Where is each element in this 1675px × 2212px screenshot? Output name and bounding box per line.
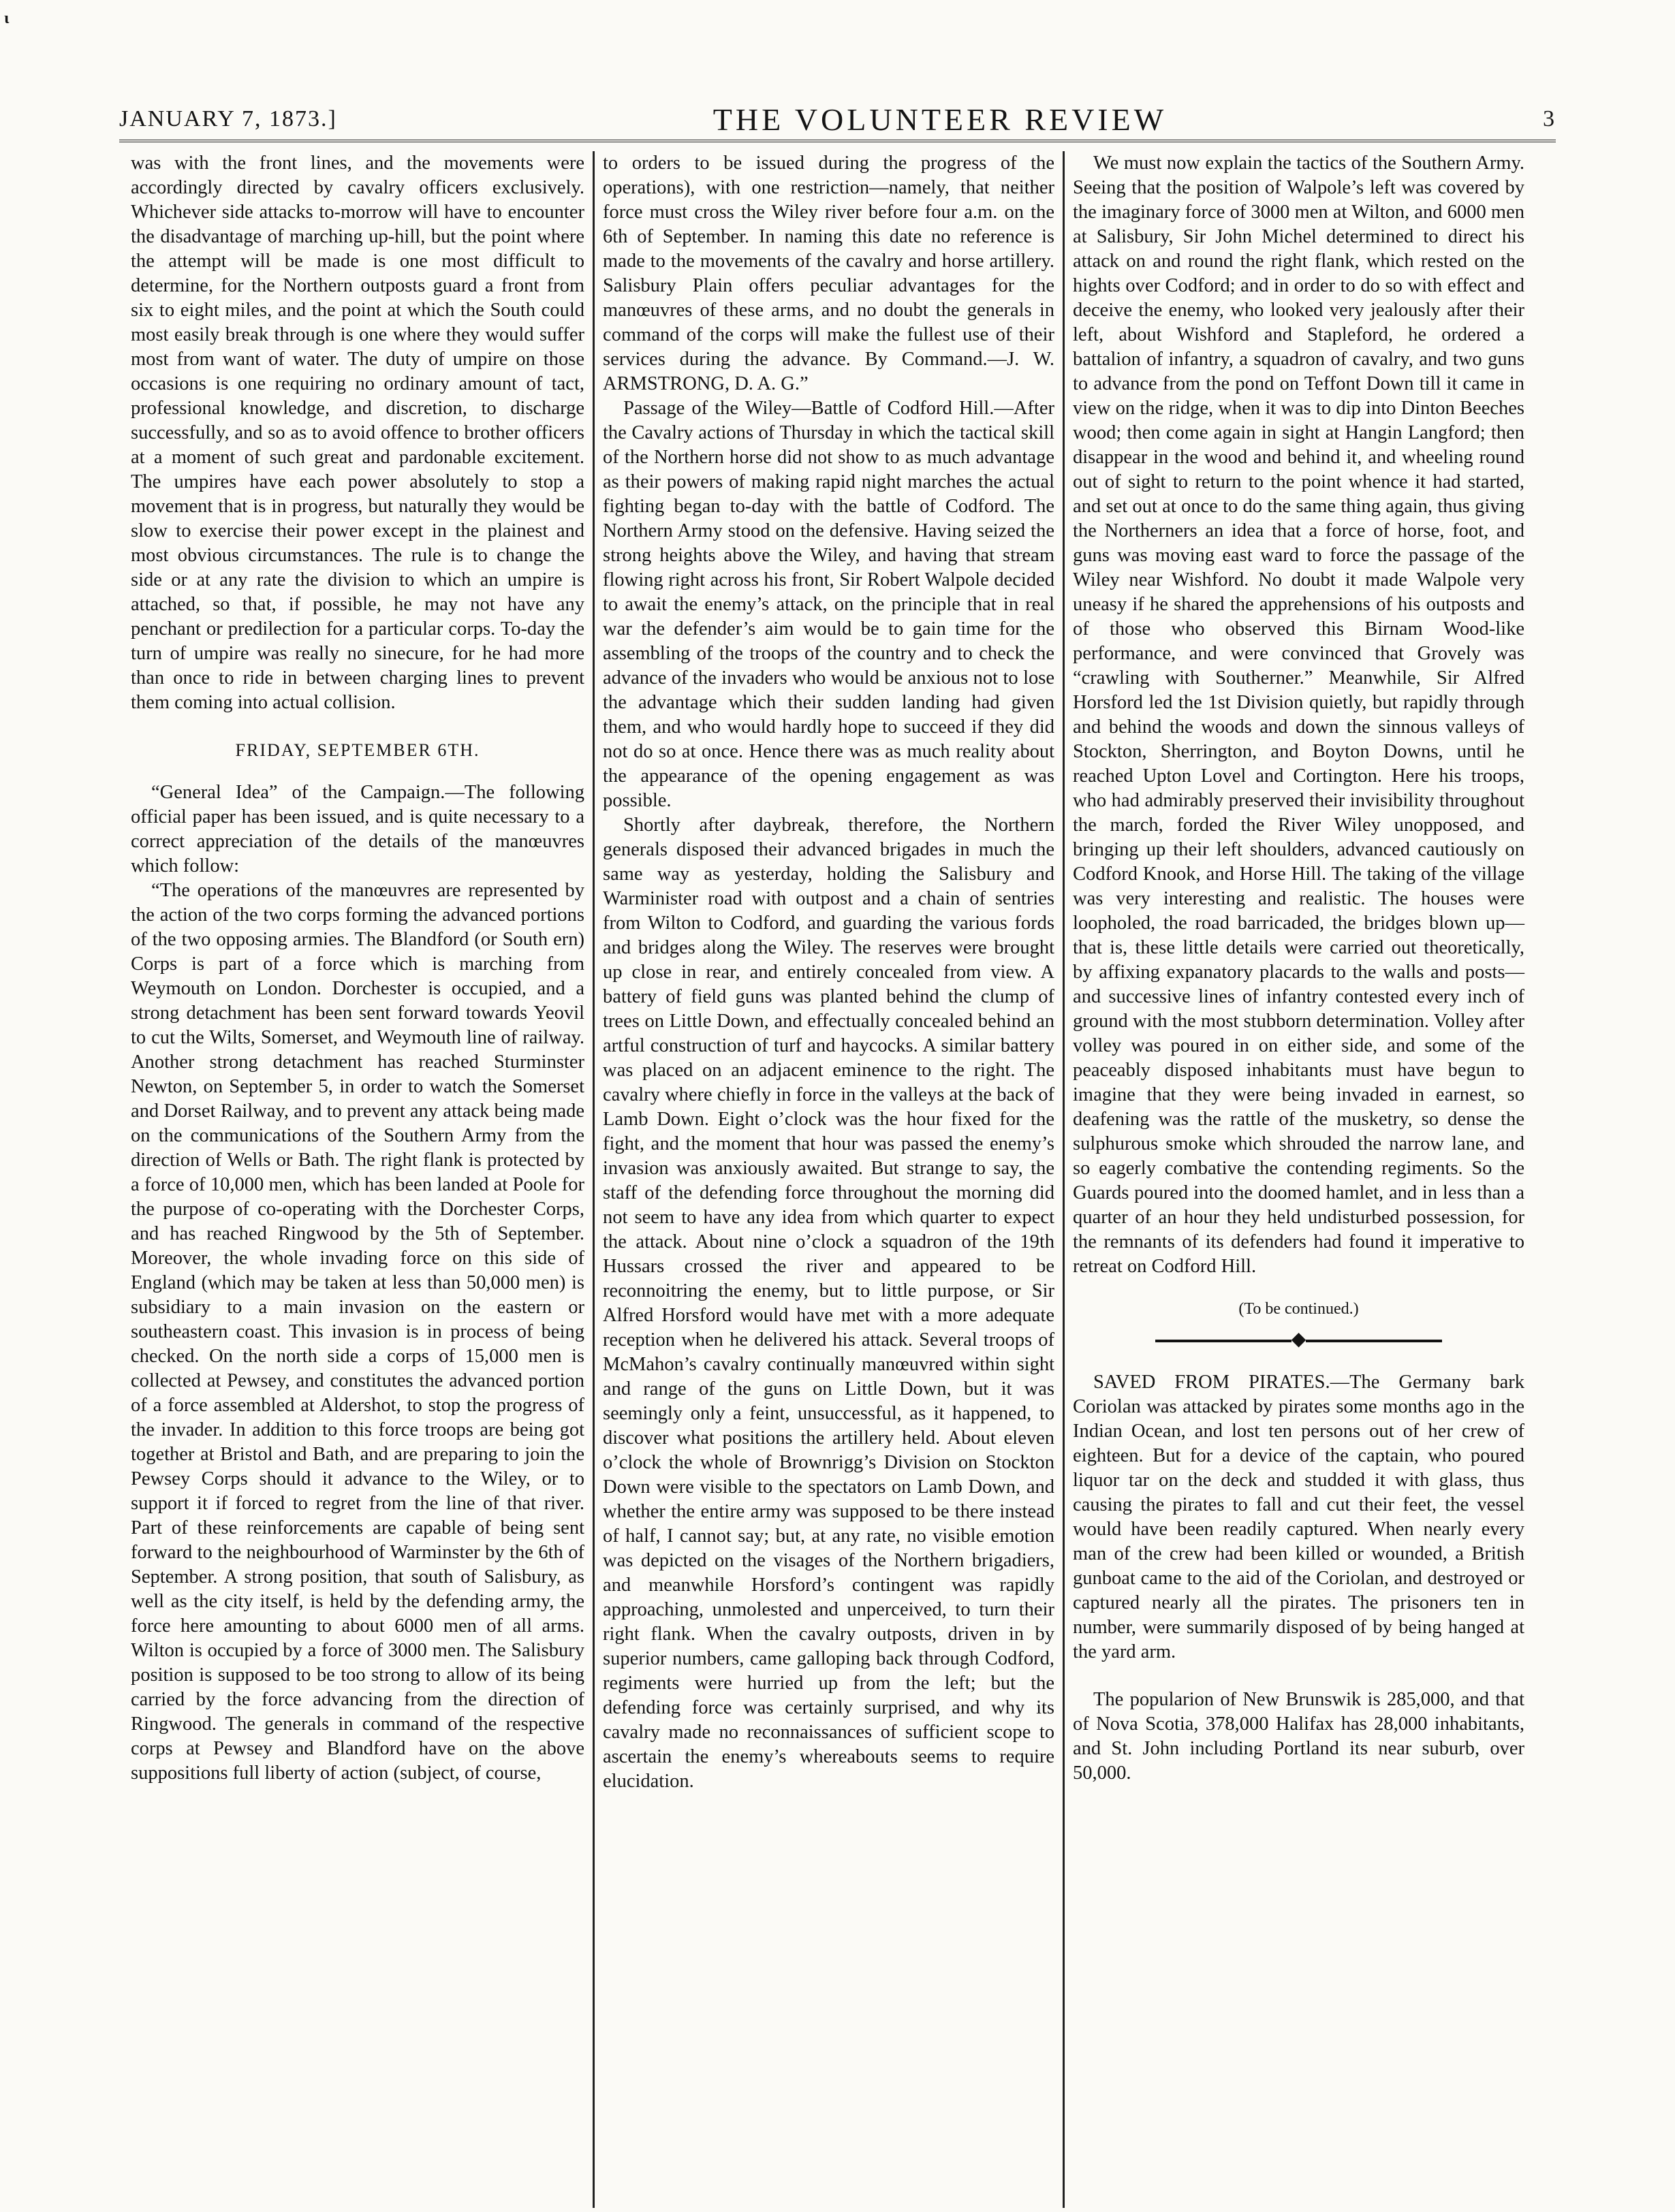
paragraph: Shortly after daybreak, therefore, the Northern generals disposed their advanced brigades in much the same way as yesterday, holding the Salisbury and Warminister road with outpost and a chain of sentries from Wilton to Codford, and guarding the various fords and bridges along the Wiley. The reserves were brought up close in rear, and entirely concealed from view. A battery of field guns was planted behind the clump of trees on Little Down, and effectually concealed behind an artful construction of turf and haycocks. A similar battery was placed on an adjacent eminence to the right. The cavalry where chiefly in force in the valleys at the back of Lamb Down. Eight o’clock was the hour fixed for the fight, and the moment that hour was passed the enemy’s invasion was anxiously awaited. But strange to say, the staff of the defending force throughout the morning did not seem to have any idea from which quarter to expect the attack. About nine o’clock a squadron of the 19th Hussars crossed the river and appeared to be reconnoitring the enemy, but to little purpose, or Sir Alfred Horsford would have met with a more adequate reception when he delivered his attack. Several troops of McMahon’s cavalry continually manœuvred within sight and range of the guns on Little Down, but it was seemingly only a feint, unsuccessful, as it happened, to discover what positions the artillery held. About eleven o’clock the whole of Brownrigg’s Division on Stockton Down were visible to the spectators on Lamb Down, and whether the entire army was supposed to be there instead of half, I cannot say; but, at any rate, no visible emotion was depicted on the visages of the Northern brigadiers, and meanwhile Horsford’s contingent was rapidly approaching, unmolested and unperceived, to turn their right flank. When the cavalry outposts, driven in by superior numbers, came galloping back through Codford, regiments were hurried up from the left; but the defending force was certainly surprised, and why its cavalry made no reconnaissances of sufficient scope to ascertain the enemy’s whereabouts seems to require elucidation. [603,815,1054,1792]
publication-title: THE VOLUNTEER REVIEW [713,101,1168,137]
column-2 [593,151,1063,2208]
section-divider: ◆ [1073,1336,1524,1343]
paragraph: We must now explain the tactics of the Southern Army. Seeing that the position of Walpole’s left was covered by the imaginary force of 3000 men at Wilton, and 6000 men at Salisbury, Sir John Michel determined to direct his attack on and round the right flank, which rested on the hights over Codford; and in order to do so with effect and deceive the enemy, who looked very jealously after their left, about Wishford and Stapleford, he ordered a battalion of infantry, a squadron of cavalry, and two guns to advance from the pond on Teffont Down till it came in view on the ridge, when it was to dip into Dinton Beeches wood; then come again in sight at Hangin Langford; then disappear in the wood and behind it, and wheeling round out of sight to return to the point whence it had started, and set out at once to do the same thing again, thus giving the Northerners an idea that a force of horse, foot, and guns was moving east ward to force the passage of the Wiley near Wishford. No doubt it made Walpole very uneasy if he shared the apprehensions of his outposts and of those who observed this Birnam Wood-like performance, and were convinced that Grovely was “crawling with Southerner.” Meanwhile, Sir Alfred Horsford led the 1st Division quietly, but rapidly through and behind the woods and down the sinnous valleys of Stockton, Sherrington, and Boyton Downs, until he reached Upton Lovel and Cortington. Here his troops, who had admirably preserved their invisibility throughout the march, forded the River Wiley unopposed, and bringing up their left shoulders, advanced cautiously on Codford Knook, and Horse Hill. The taking of the village was very interesting and realistic. The houses were loopholed, the road barricaded, the bridges blown up—that is, these little details were carried out theoretically, by affixing expanatory placards to the walls and posts—and successive lines of infantry contested every inch of ground with the most stubborn determination. Volley after volley was poured in on either side, and some of the peaceably disposed inhabitants must have begun to imagine that they were being invaded in earnest, so deafening was the rattle of the musketry, so dense the sulphurous smoke which shrouded the narrow lane, and so eagerly combative the contending regiments. So the Guards poured into the doomed hamlet, and in less than a quarter of an hour they held undisturbed possession, for the remnants of its defenders had found it imperative to retreat on Codford Hill. [1073,153,1524,1277]
continued-note: (To be continued.) [1238,1300,1359,1318]
paragraph: to orders to be issued during the progress of the operations), with one restriction—namely, that neither force must cross the Wiley river before four a.m. on the 6th of September. In naming this date no reference is made to the movements of the cavalry and horse artillery. Salisbury Plain offers peculiar advantages for the manœuvres of these arms, and no doubt the generals in command of the corps will make the fullest use of their services during the advance. By Command.—J. W. ARMSTRONG, D. A. G.” [603,153,1054,394]
issue-date: JANUARY 7, 1873.] [119,106,337,131]
paragraph: “The operations of the manœuvres are represented by the action of the two corps forming the advanced portions of the two opposing armies. The Blandford (or South ern) Corps is part of a force which is marching from Weymouth on London. Dorchester is occupied, and a strong detachment has been sent forward towards Yeovil to cut the Wilts, Somerset, and Weymouth line of railway. Another strong detachment has reached Sturminster Newton, on September 5, in order to watch the Somerset and Dorset Railway, and to prevent any attack being made on the communications of the Southern Army from the direction of Wells or Bath. The right flank is protected by a force of 10,000 men, which has been landed at Poole for the purpose of co-operating with the Dorchester Corps, and has reached Ringwood by the 5th of September. Moreover, the whole invading force on this side of England (which may be taken at less than 50,000 men) is subsidiary to a main invasion on the eastern or southeastern coast. This invasion is in process of being checked. On the north side a corps of 15,000 men is collected at Pewsey, and constitutes the advanced portion of a force assembled at Aldershot, to stop the progress of the invader. In addition to this force troops are being got together at Bristol and Bath, and are preparing to join the Pewsey Corps should it advance to the Wiley, or to support it if forced to regret from the line of that river. Part of these reinforcements are capable of being sent forward to the neighbourhood of Warminster by the 6th of September. A strong position, that south of Salisbury, as well as the city itself, is held by the defending army, the force here amounting to about 6000 men of all arms. Wilton is occupied by a force of 3000 men. The Salisbury position is supposed to be too strong to allow of its being carried by the force advancing from the direction of Ringwood. The generals in command of the respective corps at Pewsey and Blandford have on the above suppositions full liberty of action (subject, of course, [131,880,584,1784]
paragraph: “General Idea” of the Campaign.—The following official paper has been issued, and is quite necessary to a correct appreciation of the details of the manœuvres which follow: [131,782,584,876]
paragraph: The popularion of New Brunswik is 285,000, and that of Nova Scotia, 378,000 Halifax has 28,000 inhabitants, and St. John including Portland its near suburb, over 50,000. [1073,1689,1524,1784]
paragraph: was with the front lines, and the movements were accordingly directed by cavalry officers exclusively. Whichever side attacks to-morrow will have to encounter the disadvantage of marching up-hill, but the point where the attempt will be made is one most difficult to determine, for the Northern outposts guard a front from six to eight miles, and the point at which the South could most easily break through is one where they would suffer most from want of water. The duty of umpire on those occasions is one requiring no ordinary amount of tact, professional knowledge, and discretion, to discharge successfully, and so as to avoid offence to brother officers at a moment of such great and pardonable excitement. The umpires have each power absolutely to stop a movement that is in progress, but naturally they would be slow to exercise their power except in the plainest and most obvious circumstances. The rule is to change the side or at any rate the division to which an umpire is attached, so that, if possible, he may not have any penchant or predilection for a particular corps. To-day the turn of umpire was really no sinecure, for he had more than once to ride in between charging lines to prevent them coming into actual collision. [131,153,584,713]
corner-mark: ι [4,10,10,27]
paragraph: Passage of the Wiley—Battle of Codford Hill.—After the Cavalry actions of Thursday in which the tactical skill of the Northern horse did not show to as much advantage as their powers of making rapid night marches the actual fighting began to-day with the battle of Codford. The Northern Army stood on the defensive. Having seized the strong heights above the Wiley, and having that stream flowing right across his front, Sir Robert Walpole decided to await the enemy’s attack, on the principle that in real war the defender’s aim would be to gain time for the assembling of the troops of the country and to check the advance of the invaders who would be anxious not to lose the advantage which their sudden landing had given them, and who would hardly hope to succeed if they did not do so at once. Hence there was as much reality about the appearance of the opening engagement as was possible. [603,398,1054,811]
article-columns [123,151,1563,2208]
column-3 [1063,151,1533,2208]
page-number: 3 [1543,106,1556,131]
section-heading: FRIDAY, SEPTEMBER 6TH. [235,740,480,760]
header-rule [119,140,1556,142]
page-header [119,95,1556,143]
column-1 [123,151,593,2208]
paragraph: SAVED FROM PIRATES.—The Germany bark Coriolan was attacked by pirates some months ago in the Indian Ocean, and lost ten persons out of her crew of eighteen. But for a device of the captain, who poured liquor tar on the deck and studded it with glass, thus causing the pirates to fall and cut their feet, the vessel would have been readily captured. When nearly every man of the crew had been killed or wounded, a British gunboat came to the aid of the Coriolan, and destroyed or captured nearly all the pirates. The prisoners ten in number, were summarily disposed of by being hanged at the yard arm. [1073,1372,1524,1662]
